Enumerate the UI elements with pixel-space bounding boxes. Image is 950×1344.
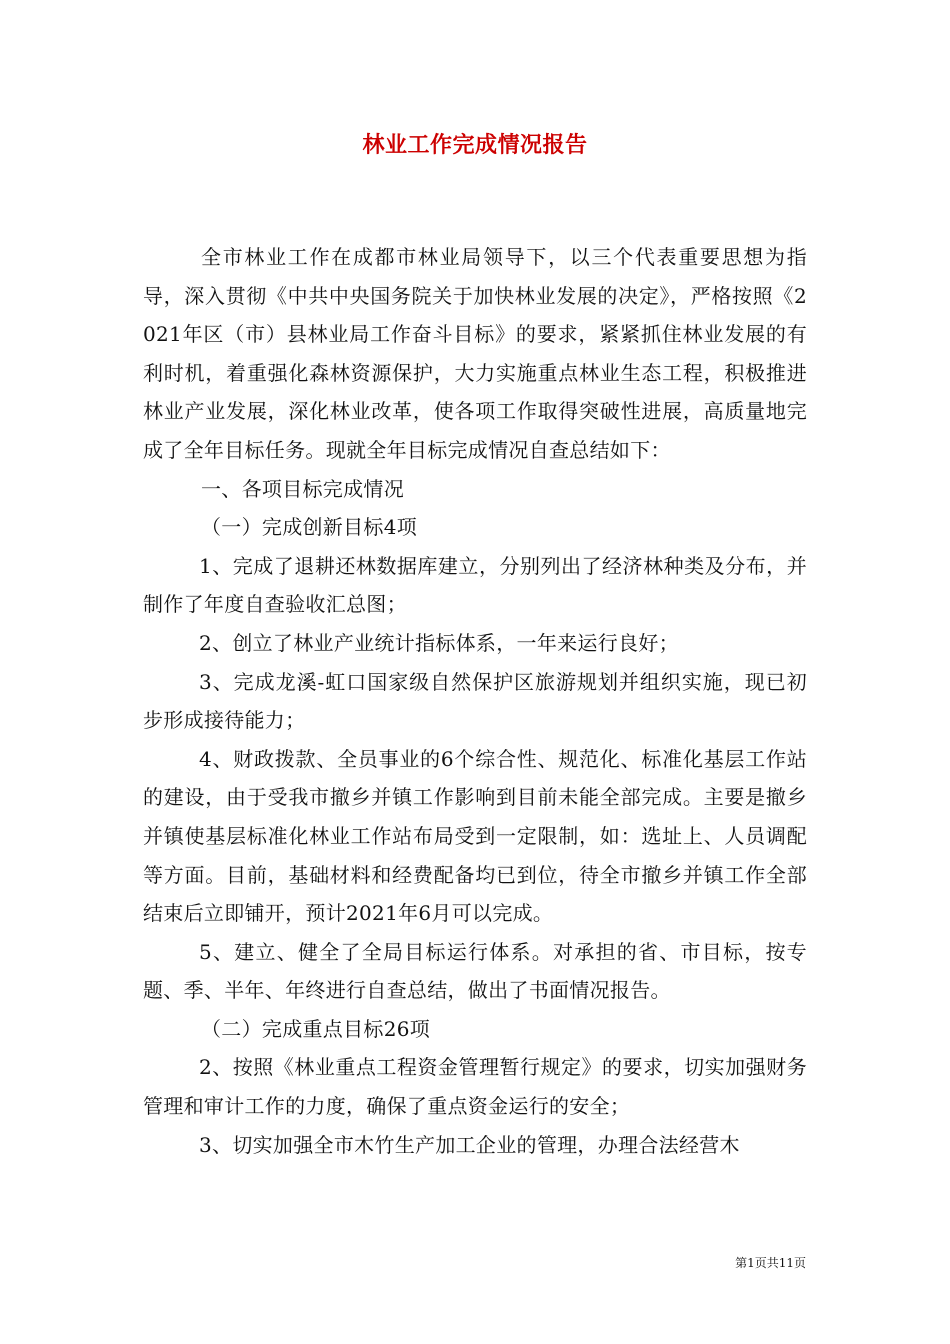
section-heading-1: 一、各项目标完成情况 xyxy=(201,476,404,501)
list-item: 2、创立了林业产业统计指标体系，一年来运行良好； xyxy=(199,630,679,655)
subsection-heading-1: （一）完成创新目标4项 xyxy=(201,515,418,540)
list-item: 3、切实加强全市木竹生产加工企业的管理，办理合法经营木 xyxy=(199,1132,740,1157)
document-title: 林业工作完成情况报告 xyxy=(362,133,588,158)
list-item: 4、财政拨款、全员事业的6个综合性、规范化、标准化基层工作站的建设，由于受我市撤乡并镇工作影响到目前未能全部完成。主要是撤乡并镇使基层标准化林业工作站布局受到一定限制，如：选址上、人员调配等方面。目前，基础材料和经费配备均已到位，待全市撤乡并镇工作全部结束后立即铺开，预计2021年6月可以完成。 xyxy=(143,746,807,926)
list-item: 5、建立、健全了全局目标运行体系。对承担的省、市目标，按专题、季、半年、年终进行自查总结，做出了书面情况报告。 xyxy=(143,939,807,1003)
list-item: 2、按照《林业重点工程资金管理暂行规定》的要求，切实加强财务管理和审计工作的力度，确保了重点资金运行的安全； xyxy=(143,1055,807,1119)
document-body xyxy=(143,238,807,1164)
subsection-heading-2: （二）完成重点目标26项 xyxy=(201,1016,431,1041)
list-item: 1、完成了退耕还林数据库建立，分别列出了经济林种类及分布，并制作了年度自查验收汇总图； xyxy=(143,553,807,617)
paragraph-intro: 全市林业工作在成都市林业局领导下，以三个代表重要思想为指导，深入贯彻《中共中央国务院关于加快林业发展的决定》，严格按照《2021年区（市）县林业局工作奋斗目标》的要求，紧紧抓住林业发展的有利时机，着重强化森林资源保护，大力实施重点林业生态工程，积极推进林业产业发展，深化林业改革，使各项工作取得突破性进展，高质量地完成了全年目标任务。现就全年目标完成情况自查总结如下： xyxy=(143,245,807,462)
list-item: 3、完成龙溪-虹口国家级自然保护区旅游规划并组织实施，现已初步形成接待能力； xyxy=(143,669,807,733)
page-number: 第1页共11页 xyxy=(735,1256,806,1270)
